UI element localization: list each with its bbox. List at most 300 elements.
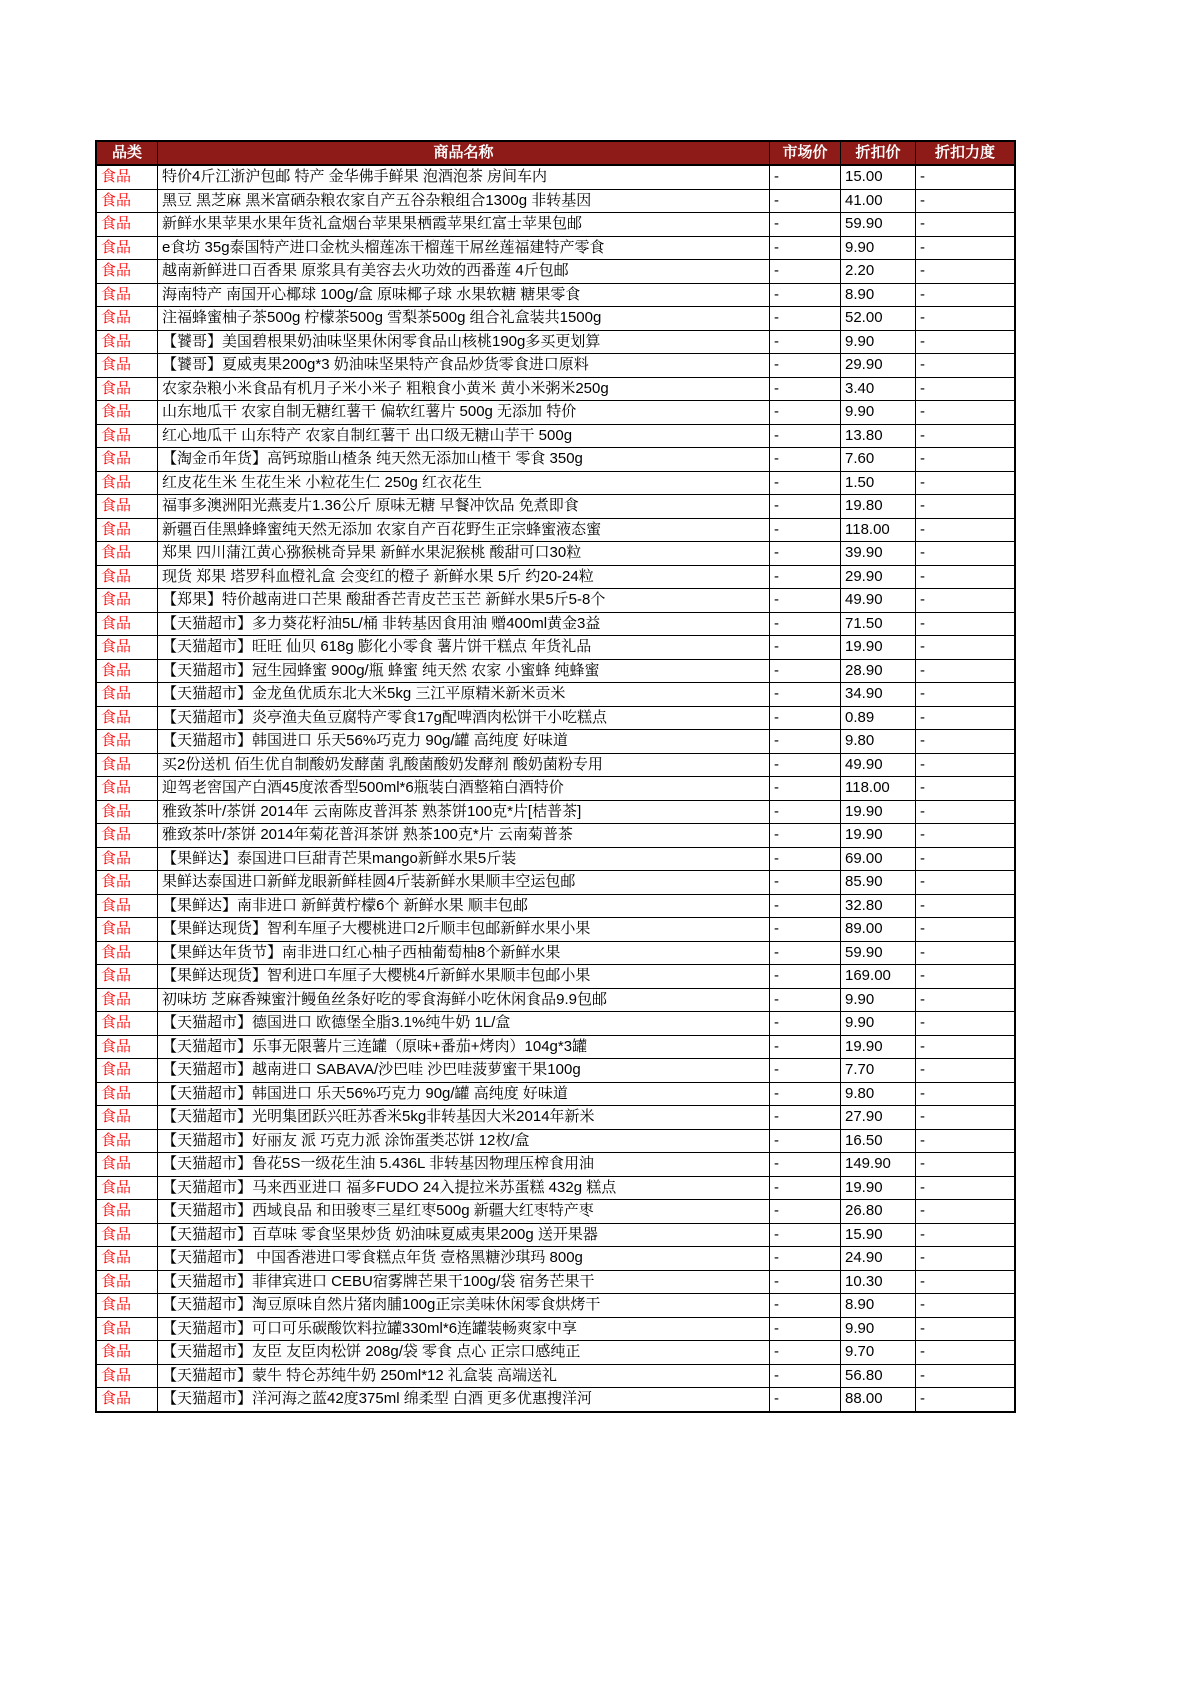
discount-strength-cell: - (916, 800, 1016, 824)
discount-strength-cell: - (916, 777, 1016, 801)
category-cell: 食品 (96, 636, 158, 660)
category-cell: 食品 (96, 612, 158, 636)
product-name-cell: 【天猫超市】西域良品 和田骏枣三星红枣500g 新疆大红枣特产枣 (158, 1200, 770, 1224)
discount-price-cell: 149.90 (841, 1153, 916, 1177)
market-price-cell: - (770, 307, 841, 331)
discount-strength-cell: - (916, 1294, 1016, 1318)
product-name-cell: 现货 郑果 塔罗科血橙礼盒 会变红的橙子 新鲜水果 5斤 约20-24粒 (158, 565, 770, 589)
discount-price-cell: 9.80 (841, 1082, 916, 1106)
table-row (96, 1294, 1015, 1318)
product-name-cell: 红心地瓜干 山东特产 农家自制红薯干 出口级无糖山芋干 500g (158, 424, 770, 448)
table-row (96, 1223, 1015, 1247)
category-cell: 食品 (96, 706, 158, 730)
discount-strength-cell: - (916, 941, 1016, 965)
discount-strength-cell: - (916, 213, 1016, 237)
market-price-cell: - (770, 1270, 841, 1294)
product-name-cell: 黑豆 黑芝麻 黑米富硒杂粮农家自产五谷杂粮组合1300g 非转基因 (158, 189, 770, 213)
market-price-cell: - (770, 165, 841, 189)
category-cell: 食品 (96, 1247, 158, 1271)
product-name-cell: 【天猫超市】百草味 零食坚果炒货 奶油味夏威夷果200g 送开果器 (158, 1223, 770, 1247)
product-name-cell: 【天猫超市】多力葵花籽油5L/桶 非转基因食用油 赠400ml黄金3益 (158, 612, 770, 636)
discount-price-cell: 8.90 (841, 1294, 916, 1318)
product-name-cell: 【天猫超市】德国进口 欧德堡全脂3.1%纯牛奶 1L/盒 (158, 1012, 770, 1036)
discount-strength-cell: - (916, 1012, 1016, 1036)
category-cell: 食品 (96, 589, 158, 613)
discount-price-cell: 9.80 (841, 730, 916, 754)
table-row (96, 518, 1015, 542)
category-cell: 食品 (96, 1364, 158, 1388)
market-price-cell: - (770, 236, 841, 260)
discount-strength-cell: - (916, 1317, 1016, 1341)
product-name-cell: 【天猫超市】 中国香港进口零食糕点年货 壹格黑糖沙琪玛 800g (158, 1247, 770, 1271)
market-price-cell: - (770, 918, 841, 942)
category-cell: 食品 (96, 518, 158, 542)
discount-price-cell: 89.00 (841, 918, 916, 942)
product-name-cell: 【天猫超市】炎亭渔夫鱼豆腐特产零食17g配啤酒肉松饼干小吃糕点 (158, 706, 770, 730)
market-price-cell: - (770, 1294, 841, 1318)
category-cell: 食品 (96, 824, 158, 848)
discount-price-cell: 49.90 (841, 753, 916, 777)
market-price-cell: - (770, 847, 841, 871)
discount-strength-cell: - (916, 542, 1016, 566)
category-cell: 食品 (96, 871, 158, 895)
discount-strength-cell: - (916, 1200, 1016, 1224)
table-header (96, 141, 1015, 165)
table-row (96, 307, 1015, 331)
discount-price-cell: 9.90 (841, 330, 916, 354)
table-row (96, 471, 1015, 495)
discount-strength-cell: - (916, 565, 1016, 589)
discount-price-cell: 7.60 (841, 448, 916, 472)
discount-strength-cell: - (916, 706, 1016, 730)
category-cell: 食品 (96, 330, 158, 354)
market-price-cell: - (770, 824, 841, 848)
category-cell: 食品 (96, 354, 158, 378)
header-market-price: 市场价 (770, 141, 841, 165)
discount-strength-cell: - (916, 894, 1016, 918)
table-row (96, 1247, 1015, 1271)
table-row (96, 589, 1015, 613)
table-row (96, 330, 1015, 354)
table-row (96, 1364, 1015, 1388)
product-name-cell: 【天猫超市】光明集团跃兴旺苏香米5kg非转基因大米2014年新米 (158, 1106, 770, 1130)
product-name-cell: 【天猫超市】蒙牛 特仑苏纯牛奶 250ml*12 礼盒装 高端送礼 (158, 1364, 770, 1388)
discount-strength-cell: - (916, 260, 1016, 284)
discount-price-cell: 26.80 (841, 1200, 916, 1224)
market-price-cell: - (770, 777, 841, 801)
market-price-cell: - (770, 565, 841, 589)
table-row (96, 495, 1015, 519)
market-price-cell: - (770, 706, 841, 730)
product-name-cell: 【天猫超市】菲律宾进口 CEBU宿雾牌芒果干100g/袋 宿务芒果干 (158, 1270, 770, 1294)
market-price-cell: - (770, 1317, 841, 1341)
table-row (96, 1388, 1015, 1412)
product-name-cell: 【天猫超市】金龙鱼优质东北大米5kg 三江平原精米新米贡米 (158, 683, 770, 707)
table-row (96, 448, 1015, 472)
discount-price-cell: 19.90 (841, 1035, 916, 1059)
table-row (96, 706, 1015, 730)
table-row (96, 659, 1015, 683)
market-price-cell: - (770, 965, 841, 989)
discount-strength-cell: - (916, 753, 1016, 777)
table-row (96, 941, 1015, 965)
product-name-cell: 雅致茶叶/茶饼 2014年 云南陈皮普洱茶 熟茶饼100克*片[桔普茶] (158, 800, 770, 824)
category-cell: 食品 (96, 753, 158, 777)
product-name-cell: 山东地瓜干 农家自制无糖红薯干 偏软红薯片 500g 无添加 特价 (158, 401, 770, 425)
market-price-cell: - (770, 471, 841, 495)
category-cell: 食品 (96, 542, 158, 566)
table-row (96, 165, 1015, 189)
market-price-cell: - (770, 988, 841, 1012)
product-name-cell: 【天猫超市】旺旺 仙贝 618g 膨化小零食 薯片饼干糕点 年货礼品 (158, 636, 770, 660)
product-name-cell: 【天猫超市】友臣 友臣肉松饼 208g/袋 零食 点心 正宗口感纯正 (158, 1341, 770, 1365)
category-cell: 食品 (96, 777, 158, 801)
category-cell: 食品 (96, 189, 158, 213)
product-name-cell: 【天猫超市】鲁花5S一级花生油 5.436L 非转基因物理压榨食用油 (158, 1153, 770, 1177)
discount-price-cell: 39.90 (841, 542, 916, 566)
market-price-cell: - (770, 1200, 841, 1224)
discount-price-cell: 9.90 (841, 1012, 916, 1036)
product-name-cell: 果鲜达泰国进口新鲜龙眼新鲜桂圆4斤装新鲜水果顺丰空运包邮 (158, 871, 770, 895)
product-name-cell: 【果鲜达】南非进口 新鲜黄柠檬6个 新鲜水果 顺丰包邮 (158, 894, 770, 918)
category-cell: 食品 (96, 1059, 158, 1083)
header-category: 品类 (96, 141, 158, 165)
product-name-cell: 【天猫超市】好丽友 派 巧克力派 涂饰蛋类芯饼 12枚/盒 (158, 1129, 770, 1153)
product-name-cell: 福事多澳洲阳光燕麦片1.36公斤 原味无糖 早餐冲饮品 免煮即食 (158, 495, 770, 519)
discount-strength-cell: - (916, 1270, 1016, 1294)
market-price-cell: - (770, 330, 841, 354)
spreadsheet-area (95, 140, 1016, 1413)
table-row (96, 1012, 1015, 1036)
discount-price-cell: 56.80 (841, 1364, 916, 1388)
category-cell: 食品 (96, 683, 158, 707)
discount-strength-cell: - (916, 236, 1016, 260)
table-row (96, 354, 1015, 378)
table-row (96, 894, 1015, 918)
table-row (96, 1270, 1015, 1294)
product-name-cell: 雅致茶叶/茶饼 2014年菊花普洱茶饼 熟茶100克*片 云南菊普茶 (158, 824, 770, 848)
discount-strength-cell: - (916, 871, 1016, 895)
table-row (96, 988, 1015, 1012)
discount-price-cell: 41.00 (841, 189, 916, 213)
table-row (96, 424, 1015, 448)
market-price-cell: - (770, 1106, 841, 1130)
discount-price-cell: 71.50 (841, 612, 916, 636)
market-price-cell: - (770, 1035, 841, 1059)
discount-price-cell: 34.90 (841, 683, 916, 707)
table-row (96, 542, 1015, 566)
category-cell: 食品 (96, 659, 158, 683)
product-name-cell: 【饕哥】夏威夷果200g*3 奶油味坚果特产食品炒货零食进口原料 (158, 354, 770, 378)
table-row (96, 683, 1015, 707)
table-row (96, 824, 1015, 848)
market-price-cell: - (770, 1364, 841, 1388)
product-name-cell: 【饕哥】美国碧根果奶油味坚果休闲零食品山核桃190g多买更划算 (158, 330, 770, 354)
discount-strength-cell: - (916, 1341, 1016, 1365)
market-price-cell: - (770, 1176, 841, 1200)
discount-strength-cell: - (916, 330, 1016, 354)
table-row (96, 283, 1015, 307)
discount-price-cell: 10.30 (841, 1270, 916, 1294)
market-price-cell: - (770, 636, 841, 660)
product-name-cell: 迎驾老窖国产白酒45度浓香型500ml*6瓶装白酒整箱白酒特价 (158, 777, 770, 801)
header-product-name: 商品名称 (158, 141, 770, 165)
discount-strength-cell: - (916, 1388, 1016, 1412)
category-cell: 食品 (96, 1129, 158, 1153)
table-row (96, 847, 1015, 871)
product-name-cell: 【果鲜达年货节】南非进口红心柚子西柚葡萄柚8个新鲜水果 (158, 941, 770, 965)
market-price-cell: - (770, 589, 841, 613)
discount-price-cell: 27.90 (841, 1106, 916, 1130)
market-price-cell: - (770, 1388, 841, 1412)
discount-price-cell: 3.40 (841, 377, 916, 401)
market-price-cell: - (770, 1247, 841, 1271)
discount-strength-cell: - (916, 448, 1016, 472)
table-row (96, 565, 1015, 589)
product-name-cell: 【天猫超市】可口可乐碳酸饮料拉罐330ml*6连罐装畅爽家中享 (158, 1317, 770, 1341)
discount-price-cell: 29.90 (841, 565, 916, 589)
discount-price-cell: 118.00 (841, 777, 916, 801)
category-cell: 食品 (96, 918, 158, 942)
discount-price-cell: 169.00 (841, 965, 916, 989)
category-cell: 食品 (96, 1153, 158, 1177)
market-price-cell: - (770, 354, 841, 378)
discount-price-cell: 49.90 (841, 589, 916, 613)
category-cell: 食品 (96, 495, 158, 519)
category-cell: 食品 (96, 377, 158, 401)
table-row (96, 1317, 1015, 1341)
market-price-cell: - (770, 1129, 841, 1153)
discount-price-cell: 88.00 (841, 1388, 916, 1412)
table-row (96, 800, 1015, 824)
table-row (96, 401, 1015, 425)
discount-strength-cell: - (916, 965, 1016, 989)
category-cell: 食品 (96, 1223, 158, 1247)
category-cell: 食品 (96, 941, 158, 965)
discount-price-cell: 59.90 (841, 941, 916, 965)
category-cell: 食品 (96, 165, 158, 189)
product-name-cell: 郑果 四川蒲江黄心猕猴桃奇异果 新鲜水果泥猴桃 酸甜可口30粒 (158, 542, 770, 566)
product-name-cell: 新疆百佳黑蜂蜂蜜纯天然无添加 农家自产百花野生正宗蜂蜜液态蜜 (158, 518, 770, 542)
category-cell: 食品 (96, 565, 158, 589)
market-price-cell: - (770, 283, 841, 307)
discount-strength-cell: - (916, 307, 1016, 331)
discount-price-cell: 15.00 (841, 165, 916, 189)
category-cell: 食品 (96, 1200, 158, 1224)
category-cell: 食品 (96, 307, 158, 331)
product-name-cell: 【果鲜达现货】智利进口车厘子大樱桃4斤新鲜水果顺丰包邮小果 (158, 965, 770, 989)
product-name-cell: 【天猫超市】马来西亚进口 福多FUDO 24入提拉米苏蛋糕 432g 糕点 (158, 1176, 770, 1200)
discount-price-cell: 19.90 (841, 1176, 916, 1200)
discount-strength-cell: - (916, 518, 1016, 542)
product-name-cell: 买2份送机 佰生优自制酸奶发酵菌 乳酸菌酸奶发酵剂 酸奶菌粉专用 (158, 753, 770, 777)
market-price-cell: - (770, 1153, 841, 1177)
market-price-cell: - (770, 1082, 841, 1106)
discount-price-cell: 9.90 (841, 236, 916, 260)
market-price-cell: - (770, 401, 841, 425)
category-cell: 食品 (96, 236, 158, 260)
header-discount-strength: 折扣力度 (916, 141, 1016, 165)
category-cell: 食品 (96, 1035, 158, 1059)
product-name-cell: 注福蜂蜜柚子茶500g 柠檬茶500g 雪梨茶500g 组合礼盒装共1500g (158, 307, 770, 331)
category-cell: 食品 (96, 730, 158, 754)
category-cell: 食品 (96, 424, 158, 448)
product-name-cell: 【郑果】特价越南进口芒果 酸甜香芒青皮芒玉芒 新鲜水果5斤5-8个 (158, 589, 770, 613)
category-cell: 食品 (96, 283, 158, 307)
table-row (96, 1153, 1015, 1177)
table-row (96, 730, 1015, 754)
category-cell: 食品 (96, 988, 158, 1012)
product-name-cell: 新鲜水果苹果水果年货礼盒烟台苹果果栖霞苹果红富士苹果包邮 (158, 213, 770, 237)
discount-strength-cell: - (916, 401, 1016, 425)
product-name-cell: 【天猫超市】乐事无限薯片三连罐（原味+番茄+烤肉）104g*3罐 (158, 1035, 770, 1059)
table-row (96, 612, 1015, 636)
discount-strength-cell: - (916, 988, 1016, 1012)
table-row (96, 1176, 1015, 1200)
market-price-cell: - (770, 448, 841, 472)
table-row (96, 213, 1015, 237)
market-price-cell: - (770, 871, 841, 895)
discount-strength-cell: - (916, 589, 1016, 613)
discount-strength-cell: - (916, 189, 1016, 213)
category-cell: 食品 (96, 401, 158, 425)
category-cell: 食品 (96, 1176, 158, 1200)
category-cell: 食品 (96, 213, 158, 237)
discount-strength-cell: - (916, 1106, 1016, 1130)
table-row (96, 189, 1015, 213)
table-row (96, 871, 1015, 895)
market-price-cell: - (770, 612, 841, 636)
category-cell: 食品 (96, 1012, 158, 1036)
table-row (96, 777, 1015, 801)
product-name-cell: 【果鲜达】泰国进口巨甜青芒果mango新鲜水果5斤装 (158, 847, 770, 871)
discount-price-cell: 9.90 (841, 988, 916, 1012)
product-name-cell: 特价4斤江浙沪包邮 特产 金华佛手鲜果 泡酒泡茶 房间车内 (158, 165, 770, 189)
discount-strength-cell: - (916, 1364, 1016, 1388)
market-price-cell: - (770, 1059, 841, 1083)
product-name-cell: 红皮花生米 生花生米 小粒花生仁 250g 红衣花生 (158, 471, 770, 495)
discount-strength-cell: - (916, 1153, 1016, 1177)
discount-price-cell: 1.50 (841, 471, 916, 495)
market-price-cell: - (770, 189, 841, 213)
discount-price-cell: 32.80 (841, 894, 916, 918)
price-table (95, 140, 1016, 1413)
discount-strength-cell: - (916, 1176, 1016, 1200)
discount-strength-cell: - (916, 424, 1016, 448)
product-name-cell: 【天猫超市】越南进口 SABAVA/沙巴哇 沙巴哇菠萝蜜干果100g (158, 1059, 770, 1083)
discount-strength-cell: - (916, 824, 1016, 848)
category-cell: 食品 (96, 847, 158, 871)
table-row (96, 918, 1015, 942)
table-row (96, 1082, 1015, 1106)
discount-price-cell: 69.00 (841, 847, 916, 871)
discount-price-cell: 118.00 (841, 518, 916, 542)
market-price-cell: - (770, 1341, 841, 1365)
table-row (96, 636, 1015, 660)
discount-strength-cell: - (916, 847, 1016, 871)
table-row (96, 377, 1015, 401)
market-price-cell: - (770, 1012, 841, 1036)
product-name-cell: 初味坊 芝麻香辣蜜汁鳗鱼丝条好吃的零食海鲜小吃休闲食品9.9包邮 (158, 988, 770, 1012)
header-discount-price: 折扣价 (841, 141, 916, 165)
discount-price-cell: 13.80 (841, 424, 916, 448)
discount-price-cell: 19.90 (841, 800, 916, 824)
market-price-cell: - (770, 941, 841, 965)
product-name-cell: 【天猫超市】淘豆原味自然片猪肉脯100g正宗美味休闲零食烘烤干 (158, 1294, 770, 1318)
discount-price-cell: 9.90 (841, 1317, 916, 1341)
market-price-cell: - (770, 213, 841, 237)
discount-strength-cell: - (916, 612, 1016, 636)
discount-price-cell: 8.90 (841, 283, 916, 307)
discount-strength-cell: - (916, 683, 1016, 707)
discount-price-cell: 9.70 (841, 1341, 916, 1365)
discount-price-cell: 85.90 (841, 871, 916, 895)
market-price-cell: - (770, 659, 841, 683)
discount-price-cell: 24.90 (841, 1247, 916, 1271)
discount-strength-cell: - (916, 659, 1016, 683)
category-cell: 食品 (96, 1341, 158, 1365)
header-row (96, 141, 1015, 165)
category-cell: 食品 (96, 1270, 158, 1294)
discount-strength-cell: - (916, 283, 1016, 307)
discount-strength-cell: - (916, 165, 1016, 189)
category-cell: 食品 (96, 1106, 158, 1130)
discount-strength-cell: - (916, 1129, 1016, 1153)
category-cell: 食品 (96, 471, 158, 495)
product-name-cell: 【天猫超市】洋河海之蓝42度375ml 绵柔型 白酒 更多优惠搜洋河 (158, 1388, 770, 1412)
discount-price-cell: 19.90 (841, 824, 916, 848)
market-price-cell: - (770, 260, 841, 284)
product-name-cell: e食坊 35g泰国特产进口金枕头榴莲冻干榴莲干屌丝莲福建特产零食 (158, 236, 770, 260)
discount-price-cell: 15.90 (841, 1223, 916, 1247)
market-price-cell: - (770, 495, 841, 519)
discount-strength-cell: - (916, 495, 1016, 519)
product-name-cell: 【淘金币年货】高钙琼脂山楂条 纯天然无添加山楂干 零食 350g (158, 448, 770, 472)
category-cell: 食品 (96, 1317, 158, 1341)
discount-price-cell: 28.90 (841, 659, 916, 683)
table-row (96, 1059, 1015, 1083)
discount-price-cell: 2.20 (841, 260, 916, 284)
table-row (96, 1200, 1015, 1224)
category-cell: 食品 (96, 448, 158, 472)
discount-price-cell: 52.00 (841, 307, 916, 331)
product-name-cell: 【天猫超市】冠生园蜂蜜 900g/瓶 蜂蜜 纯天然 农家 小蜜蜂 纯蜂蜜 (158, 659, 770, 683)
market-price-cell: - (770, 424, 841, 448)
category-cell: 食品 (96, 965, 158, 989)
product-name-cell: 越南新鲜进口百香果 原浆具有美容去火功效的西番莲 4斤包邮 (158, 260, 770, 284)
discount-price-cell: 0.89 (841, 706, 916, 730)
discount-strength-cell: - (916, 377, 1016, 401)
discount-strength-cell: - (916, 471, 1016, 495)
market-price-cell: - (770, 377, 841, 401)
product-name-cell: 【天猫超市】韩国进口 乐天56%巧克力 90g/罐 高纯度 好味道 (158, 730, 770, 754)
table-row (96, 236, 1015, 260)
discount-strength-cell: - (916, 1059, 1016, 1083)
discount-strength-cell: - (916, 354, 1016, 378)
table-row (96, 260, 1015, 284)
discount-strength-cell: - (916, 730, 1016, 754)
category-cell: 食品 (96, 800, 158, 824)
product-name-cell: 【果鲜达现货】智利车厘子大樱桃进口2斤顺丰包邮新鲜水果小果 (158, 918, 770, 942)
discount-strength-cell: - (916, 918, 1016, 942)
market-price-cell: - (770, 1223, 841, 1247)
table-row (96, 1035, 1015, 1059)
category-cell: 食品 (96, 1388, 158, 1412)
discount-strength-cell: - (916, 636, 1016, 660)
discount-strength-cell: - (916, 1223, 1016, 1247)
market-price-cell: - (770, 894, 841, 918)
category-cell: 食品 (96, 894, 158, 918)
